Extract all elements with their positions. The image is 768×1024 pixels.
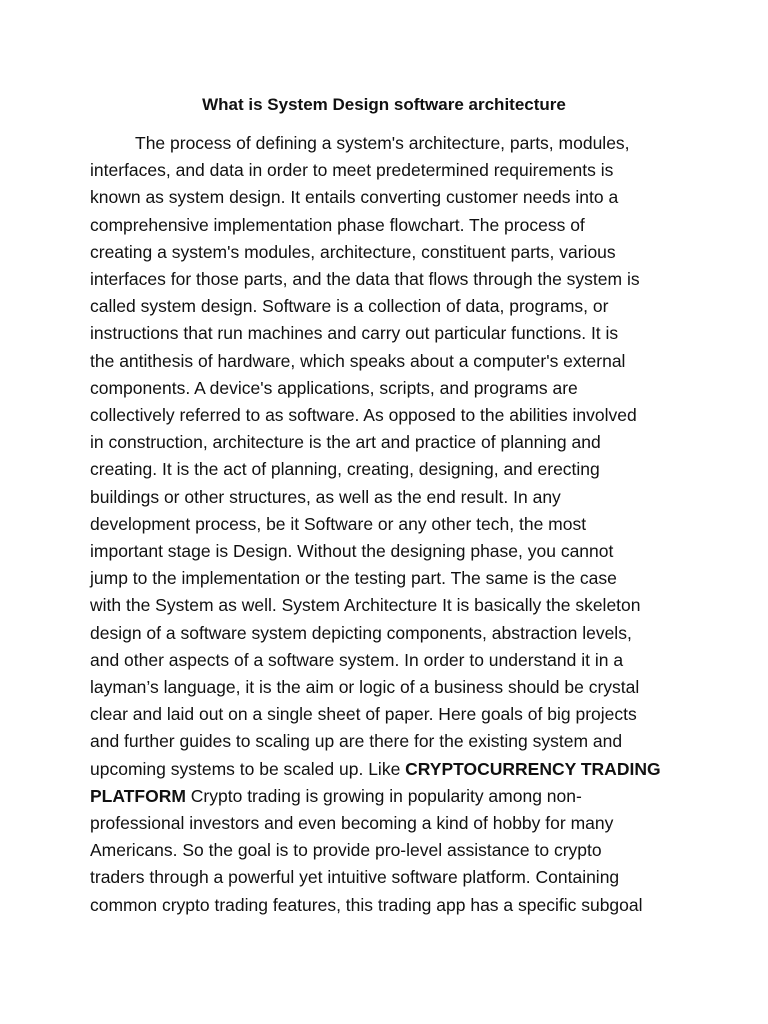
body-line: traders through a powerful yet intuitive software platform. Containing (90, 867, 620, 888)
body-line: The process of defining a system's architecture, parts, modules, (135, 133, 630, 153)
body-line: instructions that run machines and carry out particular functions. It is (90, 323, 619, 344)
body-line: clear and laid out on a single sheet of paper. Here goals of big projects (90, 704, 637, 725)
body-line: interfaces, and data in order to meet predetermined requirements is (90, 160, 614, 181)
body-line: important stage is Design. Without the designing phase, you cannot (90, 541, 614, 562)
body-line: and other aspects of a software system. In order to understand it in a (90, 649, 624, 670)
body-line: components. A device's applications, scripts, and programs are (90, 377, 578, 398)
body-line: creating. It is the act of planning, creating, designing, and erecting (90, 459, 600, 480)
body-line: with the System as well. System Architecture It is basically the skeleton (90, 595, 641, 616)
body-line-with-bold (90, 756, 678, 783)
body-line: interfaces for those parts, and the data that flows through the system is (90, 269, 640, 290)
body-line: buildings or other structures, as well as the end result. In any (90, 486, 561, 507)
body-line: the antithesis of hardware, which speaks about a computer's external (90, 350, 626, 371)
body-text: upcoming systems to be scaled up. Like (90, 758, 406, 779)
body-line: comprehensive implementation phase flowchart. The process of (90, 214, 585, 235)
body-line: development process, be it Software or any other tech, the most (90, 513, 587, 534)
body-line: Americans. So the goal is to provide pro-level assistance to crypto (90, 840, 602, 861)
body-line: collectively referred to as software. As opposed to the abilities involved (90, 405, 637, 426)
body-line: known as system design. It entails converting customer needs into a (90, 187, 619, 208)
bold-term-cryptocurrency-trading: CRYPTOCURRENCY TRADING (405, 758, 661, 779)
document-body (90, 130, 678, 919)
body-line: creating a system's modules, architecture, constituent parts, various (90, 241, 616, 262)
body-line: jump to the implementation or the testing part. The same is the case (90, 568, 617, 589)
body-line: common crypto trading features, this trading app has a specific subgoal (90, 894, 643, 915)
body-line: layman’s language, it is the aim or logic of a business should be crystal (90, 677, 640, 698)
body-line-with-bold (90, 783, 678, 810)
document-title: What is System Design software architecture (202, 95, 566, 114)
body-line: called system design. Software is a collection of data, programs, or (90, 296, 609, 317)
body-line: design of a software system depicting components, abstraction levels, (90, 622, 632, 643)
body-line: in construction, architecture is the art and practice of planning and (90, 432, 601, 453)
bold-term-platform: PLATFORM (90, 785, 186, 806)
body-text: Crypto trading is growing in popularity among non- (185, 785, 582, 806)
body-line: professional investors and even becoming a kind of hobby for many (90, 813, 614, 834)
body-line: and further guides to scaling up are there for the existing system and (90, 731, 623, 752)
